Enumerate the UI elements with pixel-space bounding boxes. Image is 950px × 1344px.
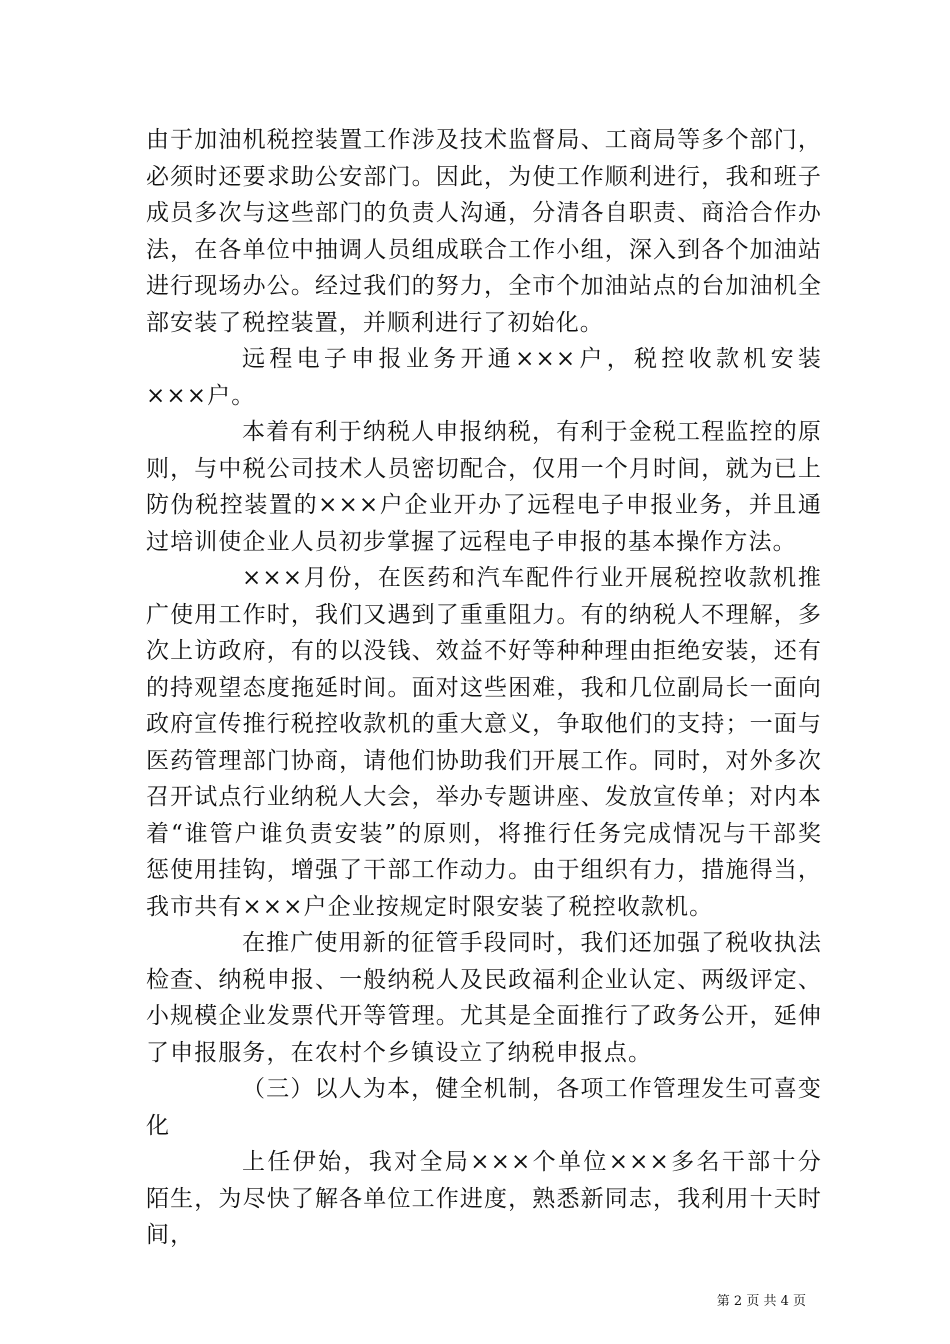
paragraph-5: 在推广使用新的征管手段同时，我们还加强了税收执法检查、纳税申报、一般纳税人及民政福利企业认定、两级评定、小规模企业发票代开等管理。尤其是全面推行了政务公开，延伸了申报服务，在农村个乡镇设立了纳税申报点。	[146, 930, 822, 1066]
paragraph-4: ×××月份，在医药和汽车配件行业开展税控收款机推广使用工作时，我们又遇到了重重阻力。有的纳税人不理解，多次上访政府，有的以没钱、效益不好等种种理由拒绝安装，还有的持观望态度拖延时间。面对这些困难，我和几位副局长一面向政府宣传推行税控收款机的重大意义，争取他们的支持；一面与医药管理部门协商，请他们协助我们开展工作。同时，对外多次召开试点行业纳税人大会，举办专题讲座、发放宣传单；对内本着“谁管户谁负责安装”的原则，将推行任务完成情况与干部奖惩使用挂钩，增强了干部工作动力。由于组织有力，措施得当，我市共有×××户企业按规定时限安装了税控收款机。	[146, 565, 822, 920]
paragraph-1: 由于加油机税控装置工作涉及技术监督局、工商局等多个部门，必须时还要求助公安部门。因此，为使工作顺利进行，我和班子成员多次与这些部门的负责人沟通，分清各自职责、商洽合作办法，在各单位中抽调人员组成联合工作小组，深入到各个加油站进行现场办公。经过我们的努力，全市个加油站点的台加油机全部安装了税控装置，并顺利进行了初始化。	[146, 127, 822, 336]
document-body	[146, 122, 822, 1254]
paragraph-2: 远程电子申报业务开通×××户，税控收款机安装×××户。	[146, 346, 822, 409]
paragraph-6: 上任伊始，我对全局×××个单位×××多名干部十分陌生，为尽快了解各单位工作进度，熟悉新同志，我利用十天时间，	[146, 1149, 822, 1248]
page-number-footer: 第 2 页 共 4 页	[716, 1294, 806, 1309]
section-heading: （三）以人为本，健全机制，各项工作管理发生可喜变化	[146, 1076, 822, 1139]
paragraph-3: 本着有利于纳税人申报纳税，有利于金税工程监控的原则，与中税公司技术人员密切配合，仅用一个月时间，就为已上防伪税控装置的×××户企业开办了远程电子申报业务，并且通过培训使企业人员初步掌握了远程电子申报的基本操作方法。	[146, 419, 822, 555]
